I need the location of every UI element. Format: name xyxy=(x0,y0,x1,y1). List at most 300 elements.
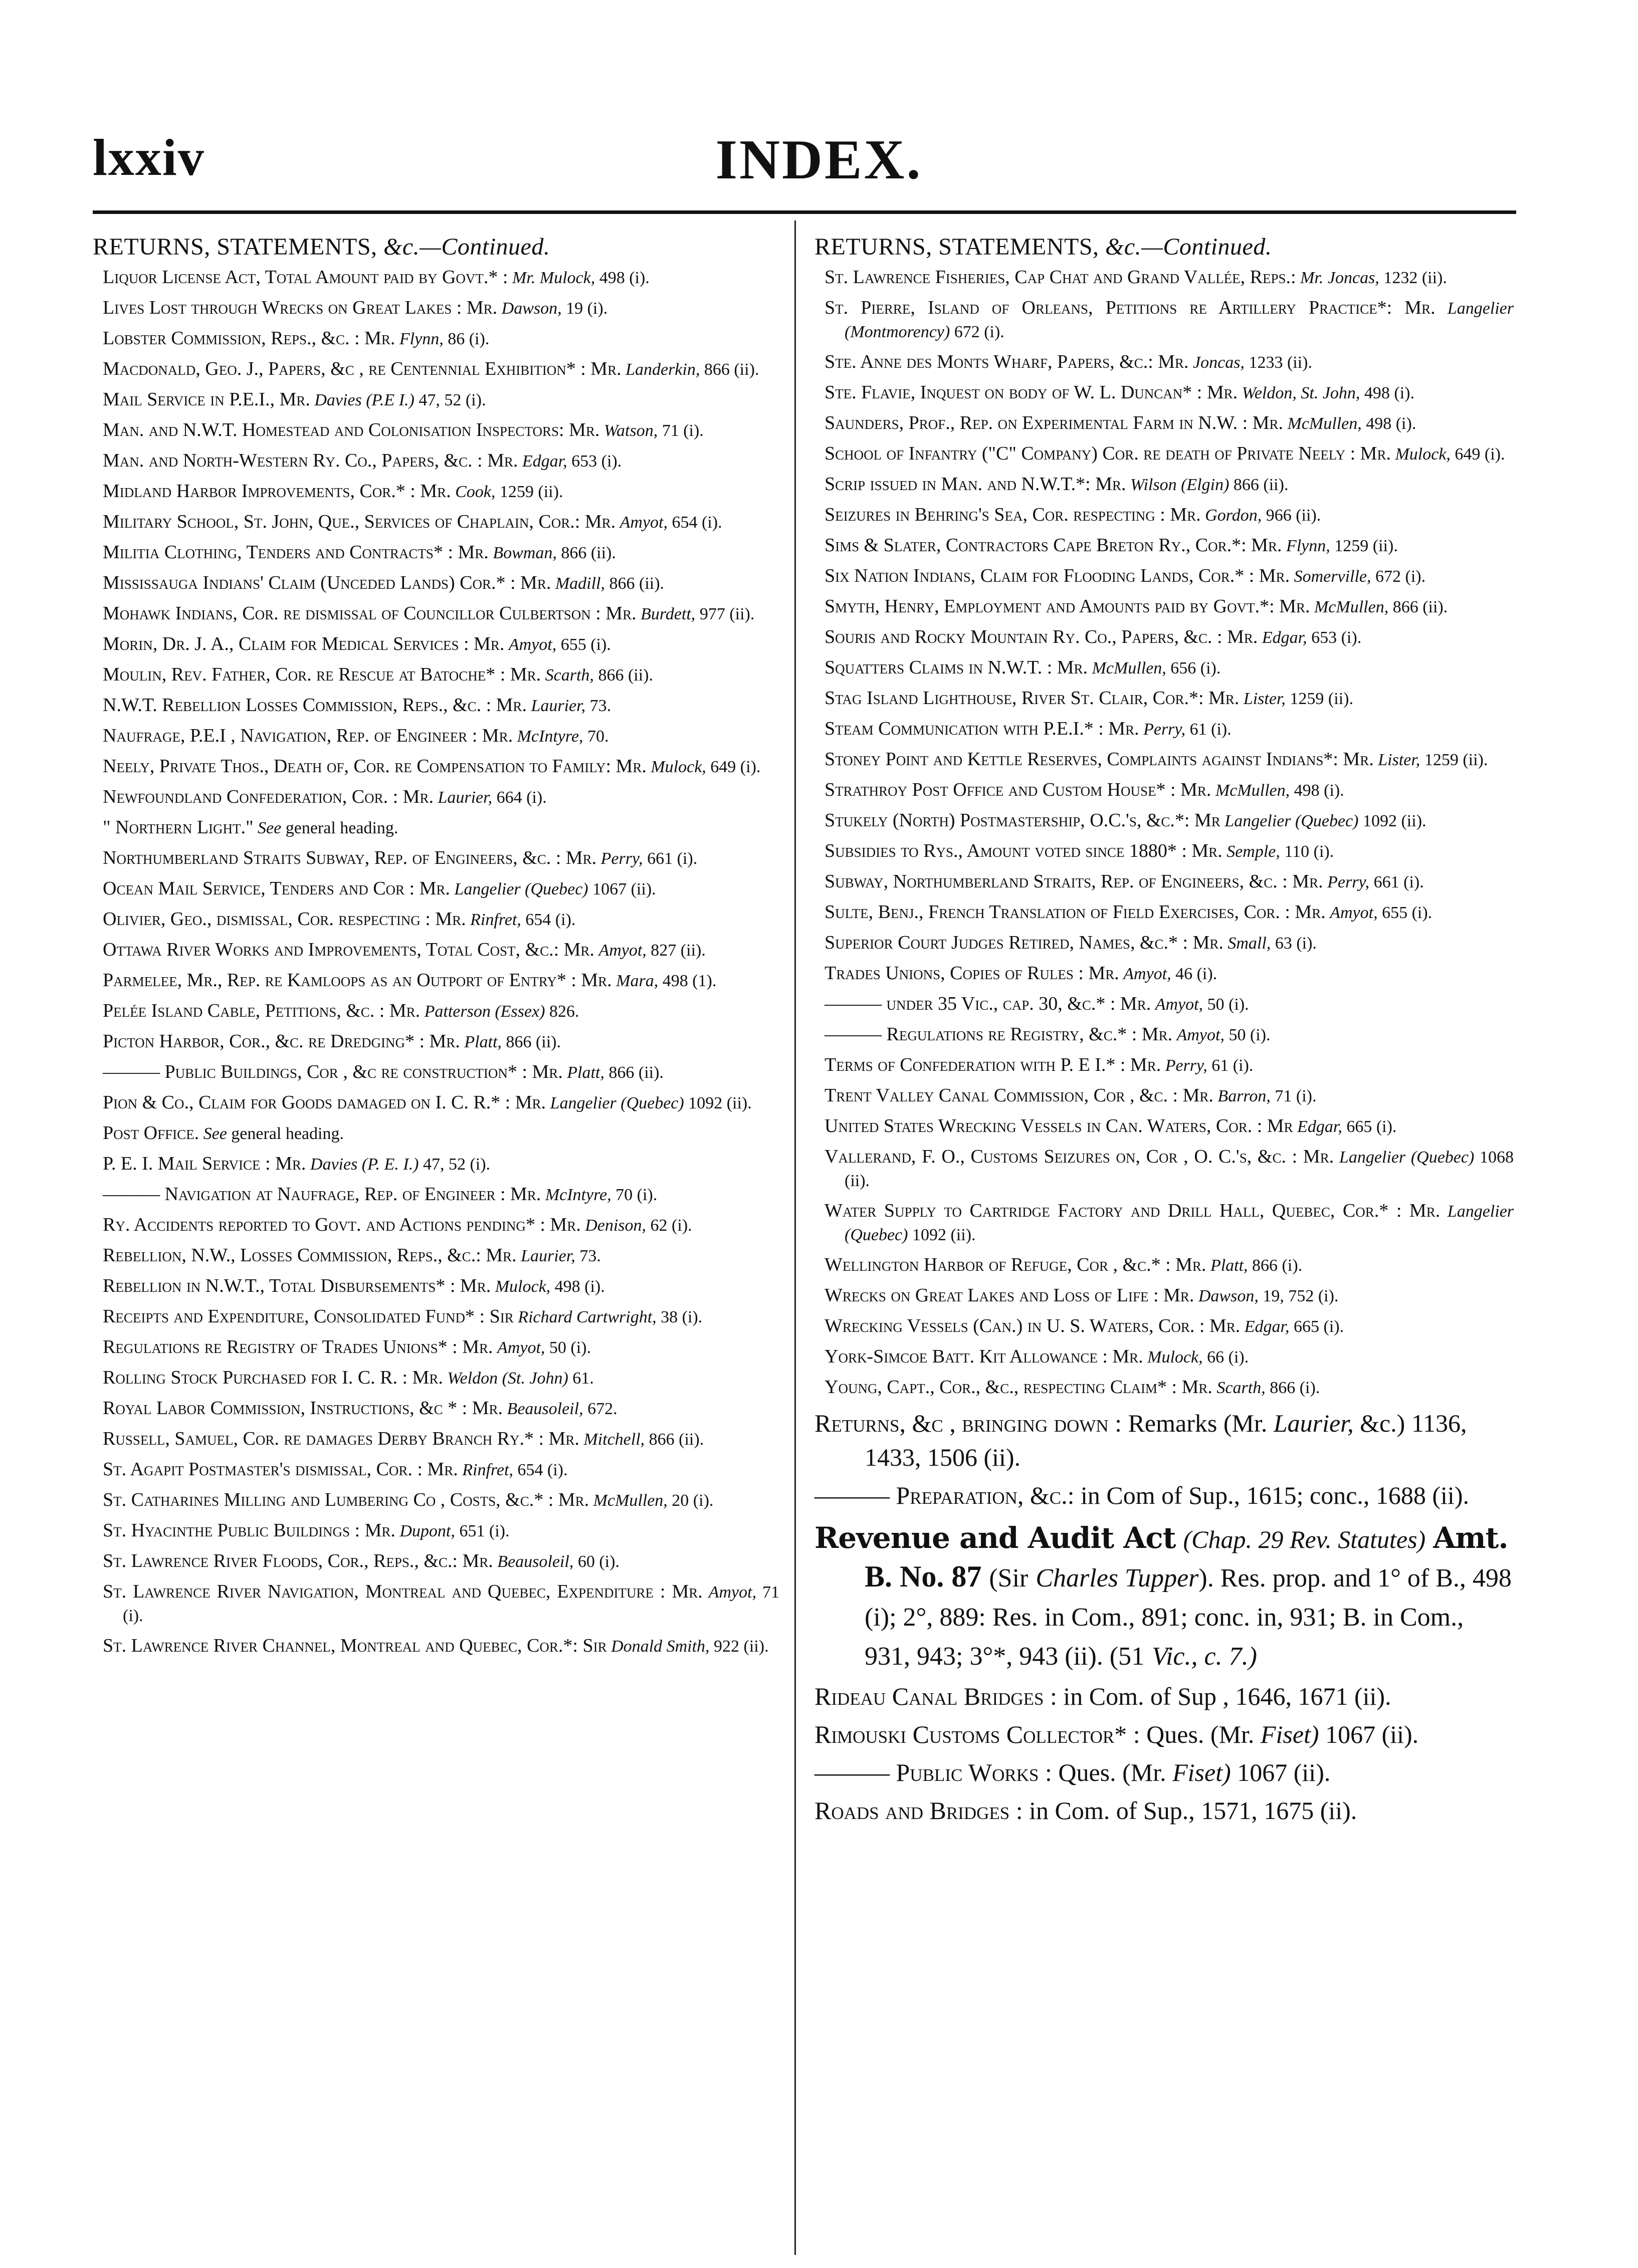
entry-subject: Returns, &c , bringing down : xyxy=(814,1409,1122,1437)
index-entry xyxy=(814,809,1514,833)
entry-subject: Man. and North-Western Ry. Co., Papers, &c. : Mr. xyxy=(103,450,518,471)
entry-subject: Young, Capt., Cor., &c., respecting Claim* : Mr. xyxy=(825,1377,1212,1398)
entry-reference: 1259 (ii). xyxy=(499,483,563,501)
entry-subject: Pion & Co., Claim for Goods damaged on I. C. R.* : Mr. xyxy=(103,1092,546,1113)
index-entry xyxy=(814,778,1514,802)
entry-subject: Man. and N.W.T. Homestead and Colonisation Inspectors: Mr. xyxy=(103,419,600,440)
entry-mover: See xyxy=(258,819,282,837)
index-entry xyxy=(814,411,1514,435)
entry-mover: Madill, xyxy=(555,574,605,593)
entry-subject: Wellington Harbor of Refuge, Cor , &c.* : Mr. xyxy=(825,1254,1206,1275)
entry-mover: Watson, xyxy=(603,421,658,440)
index-entry xyxy=(814,625,1514,649)
index-entry xyxy=(814,687,1514,711)
revenue-audit-act-entry: Revenue and Audit Act (Chap. 29 Rev. Statutes) Amt. B. No. 87 (Sir Charles Tupper). Res. prop. and 1° of B., 498 (i); 2°, 889: Res. in Com., 891; conc. in, 931; B. in Com., 931, 943; 3°*, 943 (ii). (51 Vic., c. 7.) xyxy=(814,1521,1512,1671)
entry-subject: Picton Harbor, Cor., &c. re Dredging* : Mr. xyxy=(103,1031,460,1052)
entry-reference: 649 (i). xyxy=(710,758,761,776)
entry-reference: 866 (ii). xyxy=(506,1033,561,1051)
entry-subject: Neely, Private Thos., Death of, Cor. re Compensation to Family: Mr. xyxy=(103,756,647,777)
entry-subject: Lobster Commission, Reps., &c. : Mr. xyxy=(103,328,395,349)
index-entry xyxy=(814,992,1514,1016)
index-entry xyxy=(93,816,779,840)
entry-subject: Rimouski Customs Collector* : xyxy=(814,1720,1140,1748)
index-entry xyxy=(93,1213,779,1237)
entry-reference: 50 (i). xyxy=(549,1338,591,1357)
entry-reference: 1068 (ii). xyxy=(845,1148,1514,1190)
entry-mover: Amyot, xyxy=(1176,1026,1224,1044)
index-entry xyxy=(93,1580,779,1628)
entry-subject: Mohawk Indians, Cor. re dismissal of Councillor Culbertson : Mr. xyxy=(103,603,637,624)
entry-mover: Weldon, St. John, xyxy=(1242,384,1360,402)
entry-mover: Dupont, xyxy=(399,1522,455,1540)
entry-reference: 1092 (ii). xyxy=(688,1094,752,1112)
entry-subject: Midland Harbor Improvements, Cor.* : Mr. xyxy=(103,481,451,502)
entry-reference: 110 (i). xyxy=(1284,842,1334,861)
entry-mover: Dawson, xyxy=(501,299,562,318)
index-entry xyxy=(814,473,1514,497)
index-entry xyxy=(93,1305,779,1329)
entry-mover: Rinfret, xyxy=(462,1461,513,1479)
entry-subject: United States Wrecking Vessels in Can. Waters, Cor. : Mr xyxy=(825,1115,1293,1137)
entry-subject: St. Catharines Milling and Lumbering Co , Costs, &c.* : Mr. xyxy=(103,1489,589,1510)
entry-subject: Vallerand, F. O., Customs Seizures on, Cor , O. C.'s, &c. : Mr. xyxy=(825,1146,1334,1167)
entry-subject: Macdonald, Geo. J., Papers, &c , re Centennial Exhibition* : Mr. xyxy=(103,358,622,379)
entry-subject: Naufrage, P.E.I , Navigation, Rep. of Engineer : Mr. xyxy=(103,725,513,746)
main-index-entry xyxy=(814,1755,1514,1789)
index-entry xyxy=(93,1030,779,1054)
entry-subject: P. E. I. Mail Service : Mr. xyxy=(103,1153,306,1174)
entry-mover: Langelier (Quebec) xyxy=(550,1094,684,1112)
entry-mover: Gordon, xyxy=(1205,506,1262,525)
entry-subject: Ste. Flavie, Inquest on body of W. L. Duncan* : Mr. xyxy=(825,382,1238,403)
index-entry xyxy=(93,480,779,504)
entry-mover: Mr. Joncas, xyxy=(1300,269,1379,287)
entry-reference: 47, 52 (i). xyxy=(419,391,486,409)
index-entry xyxy=(814,1145,1514,1193)
entry-reference: 71 (i). xyxy=(123,1583,780,1625)
entry-mover: Edgar, xyxy=(1244,1317,1290,1336)
entry-reference: 654 (i). xyxy=(672,513,722,532)
entry-mover: Bowman, xyxy=(493,544,557,562)
entry-mover: Amyot, xyxy=(1330,903,1378,922)
entry-subject: Six Nation Indians, Claim for Flooding Lands, Cor.* : Mr. xyxy=(825,565,1290,586)
entry-mover: Patterson (Essex) xyxy=(424,1002,545,1021)
entry-mover: Rinfret, xyxy=(470,911,521,929)
entry-subject: Subway, Northumberland Straits, Rep. of Engineers, &c. : Mr. xyxy=(825,871,1323,892)
entry-subject: Rebellion in N.W.T., Total Disbursements* : Mr. xyxy=(103,1275,491,1296)
entry-mover: Mr. Mulock, xyxy=(512,269,595,287)
index-entry xyxy=(93,1634,779,1658)
entry-reference: 62 (i). xyxy=(650,1216,692,1235)
main-index-entry xyxy=(814,1717,1514,1751)
column-divider xyxy=(794,220,796,2255)
entry-reference: 73. xyxy=(589,697,611,715)
index-entry xyxy=(93,755,779,779)
index-entry xyxy=(93,327,779,351)
index-entry xyxy=(93,571,779,595)
entry-reference: 672 (i). xyxy=(954,323,1004,341)
entry-reference: 672. xyxy=(587,1400,618,1418)
index-entry xyxy=(814,1199,1514,1247)
entry-mover: Small, xyxy=(1227,934,1271,953)
index-entry xyxy=(93,1244,779,1268)
entry-subject: ——— Public Buildings, Cor , &c re construction* : Mr. xyxy=(103,1061,563,1082)
entry-reference: 672 (i). xyxy=(1375,567,1426,586)
entry-mover: Laurier, xyxy=(438,788,493,807)
entry-reference: 47, 52 (i). xyxy=(423,1155,491,1174)
entry-reference: 977 (ii). xyxy=(699,605,755,623)
entry-reference: 1259 (ii). xyxy=(1424,751,1488,769)
entry-subject: ——— Preparation, &c.: xyxy=(814,1481,1075,1509)
entry-reference: 498 (i). xyxy=(599,269,650,287)
entry-subject: Mail Service in P.E.I., Mr. xyxy=(103,389,310,410)
index-entry xyxy=(814,296,1514,344)
entry-subject: St. Agapit Postmaster's dismissal, Cor. : Mr. xyxy=(103,1459,458,1480)
entry-reference: 1688 (ii). xyxy=(1375,1481,1469,1509)
entry-subject: Ocean Mail Service, Tenders and Cor : Mr. xyxy=(103,878,450,899)
index-entry xyxy=(93,1519,779,1543)
entry-mover: Richard Cartwright, xyxy=(518,1308,657,1326)
index-entry xyxy=(93,1488,779,1512)
entry-mover: Mulock, xyxy=(1147,1348,1203,1367)
entry-reference: 866 (ii). xyxy=(609,574,665,593)
entry-reference: 38 (i). xyxy=(661,1308,703,1326)
entry-mover: McIntyre, xyxy=(545,1186,611,1204)
index-entry xyxy=(814,748,1514,772)
entry-reference: 661 (i). xyxy=(647,849,698,868)
entry-mover: Scarth, xyxy=(545,666,594,685)
entry-subject: Wrecking Vessels (Can.) in U. S. Waters, Cor. : Mr. xyxy=(825,1315,1241,1336)
entry-subject: Roads and Bridges : xyxy=(814,1796,1023,1825)
index-entry xyxy=(814,1084,1514,1108)
entry-subject: Olivier, Geo., dismissal, Cor. respecting : Mr. xyxy=(103,909,466,930)
entry-mover: Langelier (Quebec) xyxy=(454,880,588,898)
entry-mover: Barron, xyxy=(1217,1087,1271,1105)
index-entry xyxy=(93,1121,779,1146)
entry-mover: Perry, xyxy=(1143,720,1186,739)
entry-mover: Langelier (Quebec) xyxy=(845,1202,1514,1244)
index-entry xyxy=(93,632,779,656)
entry-subject: Strathroy Post Office and Custom House* : Mr. xyxy=(825,779,1211,800)
entry-mover: Langelier (Montmorency) xyxy=(845,299,1514,341)
entry-mover: Davies (P.E I.) xyxy=(314,391,415,409)
entry-mover: Langelier (Quebec) xyxy=(1339,1148,1475,1167)
main-index-entry xyxy=(814,1793,1514,1828)
entry-mover: Edgar, xyxy=(1297,1117,1342,1136)
entry-reference: 1259 (ii). xyxy=(1290,690,1353,708)
entry-mover: Scarth, xyxy=(1216,1379,1266,1397)
entry-subject: Royal Labor Commission, Instructions, &c * : Mr. xyxy=(103,1398,503,1419)
entry-mover: Amyot, xyxy=(598,941,647,960)
entry-reference: 498 (i). xyxy=(1364,384,1414,402)
entry-subject: Northumberland Straits Subway, Rep. of Engineers, &c. : Mr. xyxy=(103,847,597,868)
entry-reference: 61 (i). xyxy=(1189,720,1232,739)
entry-subject: Lives Lost through Wrecks on Great Lakes : Mr. xyxy=(103,297,498,318)
entry-subject: Moulin, Rev. Father, Cor. re Rescue at Batoche* : Mr. xyxy=(103,664,541,685)
index-entry xyxy=(814,503,1514,527)
entry-reference: 866 (i). xyxy=(1270,1379,1320,1397)
entry-subject: Terms of Confederation with P. E I.* : Mr. xyxy=(825,1054,1161,1075)
entry-mover: Amyot, xyxy=(708,1583,757,1602)
main-index-entry xyxy=(814,1679,1514,1713)
entry-subject: Subsidies to Rys., Amount voted since 1880* : Mr. xyxy=(825,840,1222,861)
entry-mover: Amyot, xyxy=(1123,965,1171,983)
entry-mover: Wilson (Elgin) xyxy=(1130,476,1230,494)
index-entry xyxy=(93,388,779,412)
entry-mover: Platt, xyxy=(1210,1256,1248,1275)
entry-mover: Fiset) xyxy=(1172,1758,1231,1786)
entry-subject: ——— Public Works : xyxy=(814,1758,1052,1786)
entry-reference: &c.) 1136, 1433, 1506 (ii). xyxy=(865,1409,1467,1471)
index-entry xyxy=(814,717,1514,741)
index-entry xyxy=(814,931,1514,955)
entry-reference: 60 (i). xyxy=(577,1552,620,1571)
entry-list xyxy=(93,266,779,1658)
entry-mover: Amyot, xyxy=(620,513,668,532)
index-entry xyxy=(93,1152,779,1176)
entry-subject: Squatters Claims in N.W.T. : Mr. xyxy=(825,657,1088,678)
page-title: INDEX. xyxy=(715,129,923,191)
index-entry xyxy=(814,1023,1514,1047)
entry-subject: Stag Island Lighthouse, River St. Clair, Cor.*: Mr. xyxy=(825,688,1240,709)
index-entry xyxy=(93,938,779,962)
entry-subject: Russell, Samuel, Cor. re damages Derby Branch Ry.* : Mr. xyxy=(103,1428,579,1449)
entry-subject: Rolling Stock Purchased for I. C. R. : Mr. xyxy=(103,1367,443,1388)
main-entry-list xyxy=(814,1679,1514,1828)
index-entry xyxy=(93,1335,779,1359)
entry-mover: Edgar, xyxy=(1262,628,1307,647)
entry-subject: ——— under 35 Vic., cap. 30, &c.* : Mr. xyxy=(825,993,1151,1014)
entry-subject: " Northern Light." xyxy=(103,817,254,838)
entry-subject: Smyth, Henry, Employment and Amounts paid by Govt.*: Mr. xyxy=(825,596,1310,617)
entry-mover: Davies (P. E. I.) xyxy=(310,1155,419,1174)
index-entry xyxy=(814,442,1514,466)
entry-reference: 827 (ii). xyxy=(651,941,706,960)
entry-subject: Trades Unions, Copies of Rules : Mr. xyxy=(825,963,1119,984)
entry-reference: 50 (i). xyxy=(1207,995,1249,1014)
entry-reference: 86 (i). xyxy=(448,330,490,348)
index-entry xyxy=(814,1345,1514,1369)
entry-subject: Ry. Accidents reported to Govt. and Actions pending* : Mr. xyxy=(103,1214,581,1235)
entry-reference: 653 (i). xyxy=(571,452,622,471)
index-entry xyxy=(93,602,779,626)
entry-subject: Regulations re Registry of Trades Unions* : Mr. xyxy=(103,1336,493,1357)
entry-mover: Amyot, xyxy=(497,1338,545,1357)
entry-reference: 498 (i). xyxy=(1366,414,1416,433)
entry-subject: York-Simcoe Batt. Kit Allowance : Mr. xyxy=(825,1346,1143,1367)
entry-reference: 922 (ii). xyxy=(714,1637,769,1656)
index-entry xyxy=(814,595,1514,619)
entry-mover: See xyxy=(203,1124,227,1143)
index-entry xyxy=(814,839,1514,863)
index-entry xyxy=(814,962,1514,986)
entry-mover: McMullen, xyxy=(1287,414,1362,433)
entry-reference: 866 (ii). xyxy=(649,1430,704,1449)
index-entry xyxy=(93,418,779,442)
entry-mover: Fiset) xyxy=(1260,1720,1319,1748)
entry-mover: Lister, xyxy=(1243,690,1286,708)
entry-reference: 19 (i). xyxy=(566,299,608,318)
entry-reference: 665 (i). xyxy=(1294,1317,1344,1336)
entry-reference: 866 (ii). xyxy=(1392,598,1448,616)
entry-reference: 661 (i). xyxy=(1373,873,1424,891)
index-entry xyxy=(814,564,1514,588)
entry-reference: 655 (i). xyxy=(1382,903,1432,922)
entry-text: Ques. (Mr. xyxy=(1146,1720,1255,1748)
entry-mover: Platt, xyxy=(464,1033,502,1051)
entry-mover: Weldon (St. John) xyxy=(447,1369,568,1388)
entry-mover: Perry, xyxy=(1165,1056,1207,1075)
entry-reference: 19, 752 (i). xyxy=(1263,1287,1339,1305)
index-entry xyxy=(93,877,779,901)
index-entry xyxy=(93,663,779,687)
index-entry xyxy=(93,908,779,932)
entry-reference: 654 (i). xyxy=(517,1461,568,1479)
entry-mover: Cook, xyxy=(455,483,496,501)
entry-subject: School of Infantry ("C" Company) Cor. re death of Private Neely : Mr. xyxy=(825,443,1391,464)
entry-reference: 1092 (ii). xyxy=(1362,812,1426,830)
entry-subject: Pelée Island Cable, Petitions, &c. : Mr. xyxy=(103,1000,421,1021)
entry-mover: McMullen, xyxy=(1215,781,1290,800)
entry-reference: 1067 (ii). xyxy=(1237,1758,1331,1786)
entry-reference: 966 (ii). xyxy=(1266,506,1321,525)
index-entry xyxy=(814,1114,1514,1139)
entry-subject: St. Lawrence River Channel, Montreal and Quebec, Cor.*: Sir xyxy=(103,1635,607,1656)
entry-reference: 664 (i). xyxy=(496,788,547,807)
entry-mover: Denison, xyxy=(585,1216,647,1235)
entry-mover: Laurier, xyxy=(521,1247,575,1265)
entry-mover: Mulock, xyxy=(1395,445,1451,464)
entry-reference: 20 (i). xyxy=(672,1491,714,1510)
entry-subject: St. Pierre, Island of Orleans, Petitions re Artillery Practice*: Mr. xyxy=(825,297,1436,318)
index-entry xyxy=(814,266,1514,290)
entry-mover: Dawson, xyxy=(1198,1287,1259,1305)
entry-text: Remarks (Mr. xyxy=(1128,1409,1268,1437)
index-entry xyxy=(93,1427,779,1451)
entry-subject: Newfoundland Confederation, Cor. : Mr. xyxy=(103,786,434,807)
index-entry xyxy=(93,1274,779,1298)
entry-reference: 498 (i). xyxy=(1294,781,1344,800)
index-entry xyxy=(93,541,779,565)
entry-subject: Stoney Point and Kettle Reserves, Complaints against Indians*: Mr. xyxy=(825,749,1374,770)
entry-subject: Ste. Anne des Monts Wharf, Papers, &c.: Mr. xyxy=(825,351,1189,372)
entry-reference: general heading. xyxy=(285,819,398,837)
entry-subject: ——— Navigation at Naufrage, Rep. of Engineer : Mr. xyxy=(103,1184,541,1205)
right-column xyxy=(814,231,1514,1832)
entry-reference: 46 (i). xyxy=(1175,965,1217,983)
index-entry xyxy=(814,1376,1514,1400)
entry-mover: Mara, xyxy=(616,972,659,990)
index-entry xyxy=(93,510,779,534)
entry-reference: 71 (i). xyxy=(1275,1087,1317,1105)
main-index-entry xyxy=(814,1478,1514,1512)
entry-subject: Morin, Dr. J. A., Claim for Medical Services : Mr. xyxy=(103,633,505,654)
entry-subject: Rebellion, N.W., Losses Commission, Reps., &c.: Mr. xyxy=(103,1245,517,1266)
entry-mover: Beausoleil, xyxy=(497,1552,574,1571)
index-entry xyxy=(814,900,1514,925)
entry-reference: 498 (i). xyxy=(554,1277,605,1296)
entry-mover: Mulock, xyxy=(495,1277,551,1296)
index-entry xyxy=(93,1458,779,1482)
index-entry xyxy=(93,266,779,290)
index-entry xyxy=(814,1314,1514,1338)
entry-mover: Flynn, xyxy=(399,330,444,348)
entry-reference: 651 (i). xyxy=(459,1522,510,1540)
entry-reference: 826. xyxy=(549,1002,579,1021)
entry-subject: Militia Clothing, Tenders and Contracts* : Mr. xyxy=(103,542,489,563)
entry-subject: Receipts and Expenditure, Consolidated Fund* : Sir xyxy=(103,1306,514,1327)
entry-mover: McMullen, xyxy=(593,1491,668,1510)
entry-reference: 70. xyxy=(587,727,609,746)
index-entry xyxy=(93,785,779,809)
entry-subject: Seizures in Behring's Sea, Cor. respecting : Mr. xyxy=(825,504,1201,525)
entry-reference: 63 (i). xyxy=(1275,934,1317,953)
entry-subject: Military School, St. John, Que., Services of Chaplain, Cor.: Mr. xyxy=(103,511,616,532)
entry-subject: Souris and Rocky Mountain Ry. Co., Papers, &c. : Mr. xyxy=(825,626,1258,647)
entry-mover: Mitchell, xyxy=(583,1430,645,1449)
index-entry xyxy=(93,1183,779,1207)
entry-reference: 66 (i). xyxy=(1207,1348,1249,1367)
entry-reference: 866 (ii). xyxy=(1233,476,1289,494)
entry-reference: 1259 (ii). xyxy=(1334,537,1398,555)
index-entry xyxy=(93,1397,779,1421)
entry-mover: Laurier, xyxy=(1273,1409,1354,1437)
main-entry-list xyxy=(814,1406,1514,1512)
entry-mover: Langelier (Quebec) xyxy=(1224,812,1359,830)
entry-reference: 866 (i). xyxy=(1252,1256,1303,1275)
entry-reference: 1067 (ii). xyxy=(1325,1720,1419,1748)
entry-subject: Sims & Slater, Contractors Cape Breton Ry., Cor.*: Mr. xyxy=(825,535,1282,556)
entry-subject: Rideau Canal Bridges : xyxy=(814,1682,1057,1710)
entry-reference: 73. xyxy=(579,1247,601,1265)
index-entry xyxy=(814,1053,1514,1077)
entry-mover: Semple, xyxy=(1226,842,1280,861)
entry-text: Ques. (Mr. xyxy=(1058,1758,1166,1786)
entry-reference: 866 (ii). xyxy=(598,666,653,685)
index-entry xyxy=(93,694,779,718)
entry-reference: 71 (i). xyxy=(662,421,704,440)
index-entry xyxy=(93,1549,779,1573)
entry-reference: 655 (i). xyxy=(560,635,611,654)
entry-reference: general heading. xyxy=(231,1124,344,1143)
entry-mover: Amyot, xyxy=(508,635,557,654)
entry-subject: Post Office. xyxy=(103,1122,199,1144)
entry-subject: St. Lawrence Fisheries, Cap Chat and Grand Vallée, Reps.: xyxy=(825,267,1296,288)
entry-mover: Beausoleil, xyxy=(507,1400,583,1418)
entry-mover: Mulock, xyxy=(651,758,706,776)
main-index-entry xyxy=(814,1406,1514,1474)
entry-mover: Joncas, xyxy=(1193,353,1245,372)
entry-mover: McIntyre, xyxy=(517,727,583,746)
entry-subject: Sulte, Benj., French Translation of Field Exercises, Cor. : Mr. xyxy=(825,901,1326,923)
entry-mover: Edgar, xyxy=(522,452,567,471)
entry-reference: 1092 (ii). xyxy=(912,1226,976,1244)
entry-subject: Mississauga Indians' Claim (Unceded Lands) Cor.* : Mr. xyxy=(103,572,551,593)
entry-reference: 1232 (ii). xyxy=(1383,269,1447,287)
entry-list xyxy=(814,266,1514,1400)
entry-reference: 50 (i). xyxy=(1228,1026,1271,1044)
entry-subject: ——— Regulations re Registry, &c.* : Mr. xyxy=(825,1024,1173,1045)
entry-subject: Superior Court Judges Retired, Names, &c.* : Mr. xyxy=(825,932,1223,953)
entry-mover: Flynn, xyxy=(1286,537,1330,555)
index-entry xyxy=(93,724,779,748)
index-entry xyxy=(814,534,1514,558)
entry-subject: Trent Valley Canal Commission, Cor , &c. : Mr. xyxy=(825,1085,1213,1106)
entry-reference: 70 (i). xyxy=(616,1186,658,1204)
entry-subject: Saunders, Prof., Rep. on Experimental Farm in N.W. : Mr. xyxy=(825,412,1284,433)
entry-reference: 498 (1). xyxy=(662,972,717,990)
entry-mover: McMullen, xyxy=(1092,659,1166,677)
